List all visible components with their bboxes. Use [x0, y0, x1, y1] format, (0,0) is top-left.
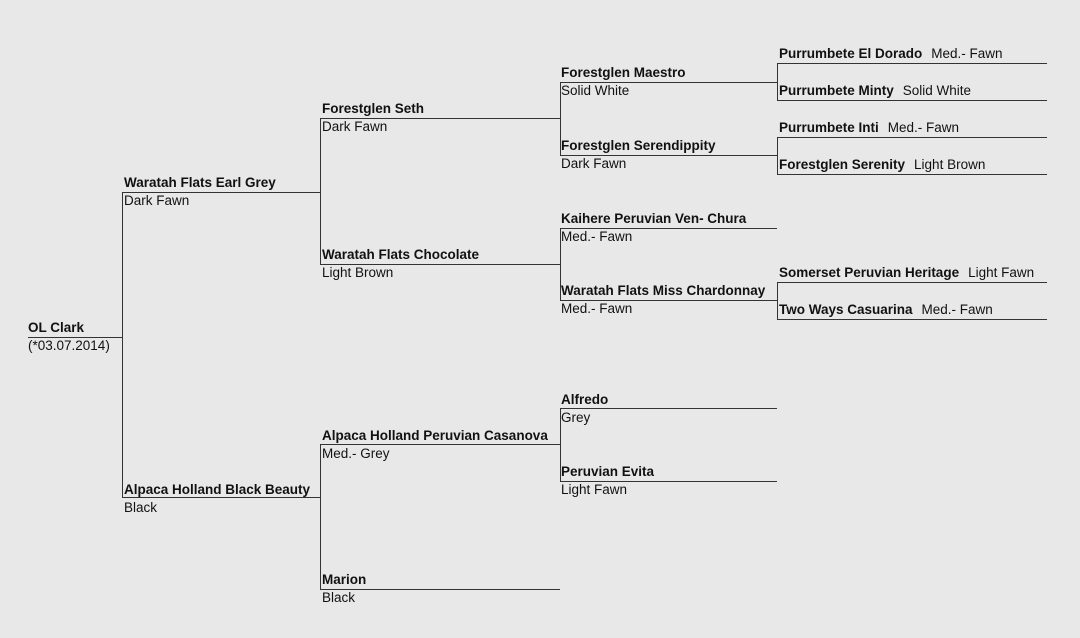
connector-line — [777, 174, 1047, 175]
sire-color: Dark Fawn — [124, 193, 190, 208]
ds-sire-color: Grey — [561, 410, 591, 425]
dam-color: Black — [124, 500, 158, 515]
connector-line — [777, 63, 1047, 64]
great-grandparent-node — [779, 156, 985, 174]
dam-dam-name: Marion — [322, 572, 367, 587]
connector-line — [777, 282, 1047, 283]
sd-sire-name: Kaihere Peruvian Ven- Chura — [561, 211, 747, 226]
ancestor-name: Two Ways Casuarina — [779, 302, 913, 317]
dam-node — [124, 481, 310, 517]
great-grandparent-node — [779, 45, 1003, 63]
sire-node — [124, 174, 276, 210]
ds-dam-color: Light Fawn — [561, 482, 628, 497]
ancestor-name: Purrumbete Inti — [779, 120, 879, 135]
sd-dam-name: Waratah Flats Miss Chardonnay — [561, 283, 766, 298]
sire-sire-color: Dark Fawn — [322, 119, 388, 134]
ancestor-name: Purrumbete Minty — [779, 83, 894, 98]
great-grandparent-node — [779, 82, 971, 100]
dam-dam-node — [322, 571, 366, 607]
subject-node — [28, 319, 110, 355]
connector-line — [320, 118, 321, 264]
connector-line — [320, 444, 321, 589]
ancestor-color: Light Brown — [914, 157, 986, 172]
ancestor-color: Light Fawn — [968, 265, 1035, 280]
sd-dam-node — [561, 282, 765, 318]
great-grandparent-node — [779, 119, 959, 137]
ss-sire-node — [561, 64, 686, 100]
ancestor-name: Forestglen Serenity — [779, 157, 906, 172]
sd-dam-color: Med.- Fawn — [561, 301, 633, 316]
great-grandparent-node — [779, 301, 993, 319]
connector-line — [777, 63, 778, 100]
ss-dam-name: Forestglen Serendippity — [561, 138, 716, 153]
ancestor-color: Med.- Fawn — [887, 120, 960, 135]
connector-line — [777, 319, 1047, 320]
ancestor-name: Purrumbete El Dorado — [779, 46, 923, 61]
sire-dam-name: Waratah Flats Chocolate — [322, 247, 480, 262]
sire-sire-name: Forestglen Seth — [322, 101, 425, 116]
ss-dam-node — [561, 137, 716, 173]
dam-sire-name: Alpaca Holland Peruvian Casanova — [322, 428, 548, 443]
ss-sire-name: Forestglen Maestro — [561, 65, 686, 80]
connector-line — [122, 192, 123, 497]
sire-dam-node — [322, 246, 479, 282]
dam-name: Alpaca Holland Black Beauty — [124, 482, 311, 497]
sire-dam-color: Light Brown — [322, 265, 394, 280]
dam-sire-color: Med.- Grey — [322, 446, 390, 461]
ancestor-color: Solid White — [902, 83, 972, 98]
connector-line — [777, 282, 778, 319]
ds-sire-name: Alfredo — [561, 392, 609, 407]
dam-dam-color: Black — [322, 590, 356, 605]
ancestor-color: Med.- Fawn — [931, 46, 1003, 61]
ds-dam-node — [561, 463, 654, 499]
ancestor-name: Somerset Peruvian Heritage — [779, 265, 960, 280]
ss-dam-color: Dark Fawn — [561, 156, 627, 171]
connector-line — [777, 137, 1047, 138]
dam-sire-node — [322, 427, 548, 463]
great-grandparent-node — [779, 264, 1034, 282]
ss-sire-color: Solid White — [561, 83, 630, 98]
ds-sire-node — [561, 391, 608, 427]
sd-sire-color: Med.- Fawn — [561, 229, 633, 244]
sd-sire-node — [561, 210, 746, 246]
sire-sire-node — [322, 100, 424, 136]
subject-birthdate: (*03.07.2014) — [28, 338, 110, 353]
sire-name: Waratah Flats Earl Grey — [124, 175, 276, 190]
connector-line — [777, 137, 778, 174]
ancestor-color: Med.- Fawn — [921, 302, 993, 317]
subject-name: OL Clark — [28, 320, 85, 335]
ds-dam-name: Peruvian Evita — [561, 464, 655, 479]
connector-line — [777, 100, 1047, 101]
